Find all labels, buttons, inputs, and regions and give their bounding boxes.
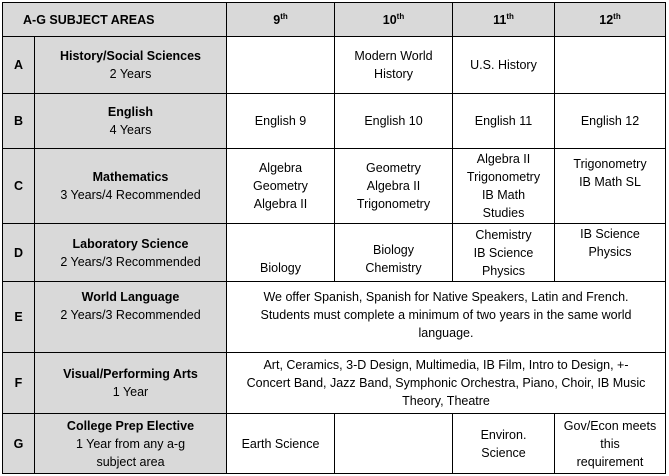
subject-areas-header: A-G SUBJECT AREAS — [3, 3, 227, 37]
row-letter: D — [3, 224, 35, 282]
row-letter: E — [3, 282, 35, 353]
row-e-world-language — [3, 282, 666, 353]
grade-10-cell: Modern World History — [335, 37, 453, 94]
grade-12-header: 12th — [555, 3, 666, 37]
grade-10-cell: English 10 — [335, 94, 453, 149]
grade-9-cell: English 9 — [227, 94, 335, 149]
grade-10-header: 10th — [335, 3, 453, 37]
grade-9-cell: Algebra Geometry Algebra II — [227, 149, 335, 224]
grade-9-header: 9th — [227, 3, 335, 37]
subject-name: Laboratory Science — [72, 236, 189, 251]
row-c-mathematics — [3, 149, 666, 224]
row-letter: A — [3, 37, 35, 94]
grade-11-cell: Algebra II Trigonometry IB Math Studies — [453, 149, 555, 224]
subject-cell — [35, 37, 227, 94]
grade-12-cell: IB Science Physics — [555, 224, 666, 282]
header-row — [3, 3, 666, 37]
subject-cell — [35, 414, 227, 474]
grade-12-cell: English 12 — [555, 94, 666, 149]
subject-requirement: 3 Years/4 Recommended — [60, 188, 201, 202]
row-letter: B — [3, 94, 35, 149]
subject-cell — [35, 149, 227, 224]
subject-cell — [35, 353, 227, 414]
grade-10-cell: Geometry Algebra II Trigonometry — [335, 149, 453, 224]
world-language-note: We offer Spanish, Spanish for Native Speakers, Latin and French. Students must complete a minimum of two years in the same world language. — [227, 282, 666, 353]
a-g-requirements-table — [2, 2, 666, 474]
row-d-lab-science — [3, 224, 666, 282]
subject-cell — [35, 94, 227, 149]
subject-cell — [35, 224, 227, 282]
grade-12-cell: Gov/Econ meets this requirement — [555, 414, 666, 474]
grade-12-cell — [555, 37, 666, 94]
grade-11-cell: U.S. History — [453, 37, 555, 94]
grade-9-cell: Earth Science — [227, 414, 335, 474]
grade-11-header: 11th — [453, 3, 555, 37]
grade-10-cell: Biology Chemistry — [335, 224, 453, 282]
grade-11-cell: Chemistry IB Science Physics — [453, 224, 555, 282]
row-f-visual-performing-arts — [3, 353, 666, 414]
subject-name: World Language — [81, 290, 180, 304]
subject-requirement: 4 Years — [109, 123, 152, 137]
subject-requirement: 1 Year — [112, 385, 149, 399]
arts-course-list: Art, Ceramics, 3-D Design, Multimedia, IB Film, Intro to Design, +- Concert Band, Jazz Band, Symphonic Orchestra, Piano, Choir, IB Music Theory, Theatre — [227, 353, 666, 414]
row-letter: C — [3, 149, 35, 224]
grade-9-cell: Biology — [227, 224, 335, 282]
grade-10-cell — [335, 414, 453, 474]
row-g-college-prep-elective — [3, 414, 666, 474]
subject-requirement: 2 Years/3 Recommended — [60, 308, 201, 322]
row-a-history — [3, 37, 666, 94]
subject-name: College Prep Elective — [66, 418, 195, 433]
subject-requirement: 2 Years/3 Recommended — [60, 254, 201, 269]
subject-cell — [35, 282, 227, 353]
subject-requirement: 2 Years — [109, 67, 152, 81]
subject-name: Mathematics — [92, 170, 169, 184]
subject-requirement: subject area — [96, 454, 165, 469]
row-letter: F — [3, 353, 35, 414]
grade-9-cell — [227, 37, 335, 94]
subject-name: History/Social Sciences — [59, 49, 202, 63]
grade-11-cell: Environ. Science — [453, 414, 555, 474]
grade-11-cell: English 11 — [453, 94, 555, 149]
subject-name: English — [107, 105, 154, 119]
grade-12-cell: Trigonometry IB Math SL — [555, 149, 666, 224]
subject-name: Visual/Performing Arts — [63, 367, 198, 381]
row-b-english — [3, 94, 666, 149]
subject-requirement: 1 Year from any a-g — [75, 436, 186, 451]
row-letter: G — [3, 414, 35, 474]
